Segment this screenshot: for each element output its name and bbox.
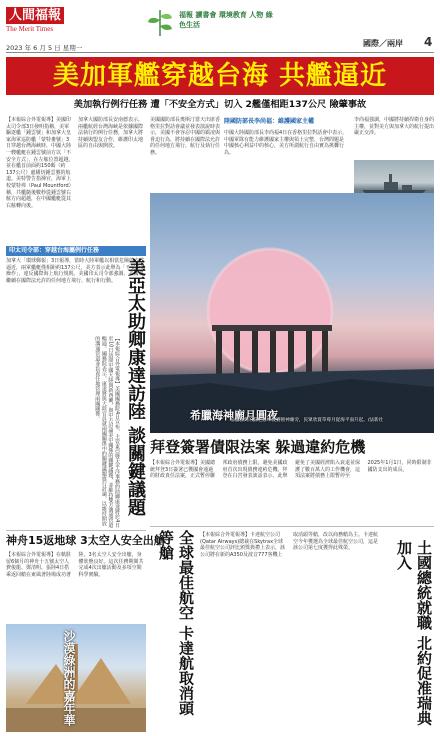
shenzhou-article-body: 【本報綜合外電報導】在軌駐留6個月的神舟十五號太空人費俊龍、鄧清明、張陸4日搭乘返回艙在東風著陸場成功著陸，3名太空人安全出艙，身體狀態良好。這次任務期間共完成4次出艙活動及多項空間科學實驗。 (6, 552, 144, 578)
masthead (0, 0, 440, 56)
top-article-col4: 中國大陸國防部長李尚福4日在香格里拉對話會中表示，中國軍隊有能力維護國家主權與領土完整，台灣問題是中國核心利益中的核心，美方所謂航行自由實為挑釁行為。 (224, 130, 348, 156)
sand-photo-caption: 沙漠綠洲的嘉年華 (62, 630, 76, 726)
headline-band (6, 57, 434, 95)
section-divider-middle (150, 526, 434, 527)
top-article-col3: 美國國防部長奧斯汀當天出席香格里拉對話會議並發表演說時表示，美國不會容忍中國的霸凌與脅迫行為，將持續在國際法允許的任何地方飛行、航行及執行任務。 (150, 117, 221, 156)
biden-article-headline: 拜登簽署債限法案 躲過違約危機 (150, 438, 366, 456)
full-moon-and-temple-icon (150, 193, 434, 433)
sand-festival-photo (6, 624, 146, 732)
vertical-feature-body: 【本報綜合外電報導】美國國務院4日宣布，主管東亞暨太平洋事務的助卿康達將於4日至10日訪問中國大陸與新西蘭，與中方討論美中關係的關鍵議題，並維持雙方溝通管道暢通。國務院表示，康達將與大陸官員就兩國關係中的關鍵議題進行討論，以維持開放的溝通管道並負責任地管理兩國關係。 (94, 336, 120, 528)
subhead-defense-minister: 陸國防部長李尚福：維護國家主權 (224, 118, 315, 125)
masthead-banner (145, 4, 290, 42)
section-label: 國際／兩岸 (363, 39, 403, 48)
issue-date: 2023 年 6 月 5 日 星期一 (6, 44, 83, 52)
vertical-feature-headline: 美亞太助卿康達訪陸 談關鍵議題 (125, 258, 146, 517)
page-subheadline: 美加執行例行任務 遭「不安全方式」切入 2艦僅相距137公尺 險肇事故 (73, 99, 367, 110)
temple-photo-credit: 希臘雅典的蘇尼恩岬波賽頓神廟旁，民眾欣賞草莓月從海平面升起。/法新社 (230, 418, 384, 423)
logo-subtitle: The Merit Times (6, 25, 54, 33)
temple-moon-photo (150, 193, 434, 433)
page-headline: 美加軍艦穿越台海 共艦逼近 (52, 61, 388, 91)
shenzhou-article-headline: 神舟15返地球 3太空人安全出艙 (6, 534, 165, 547)
page-number: 4 (424, 35, 433, 49)
leaf-illustration-icon (145, 6, 175, 40)
top-article-intro: 【本報綜合外電報導】美國印太司令部3日發明指稱，美軍驅逐艦「鍾雲號」和加拿大皇家海軍巡防艦「蒙特婁號」3日穿越台灣海峽時，中國大陸一艘艦艇在鍾雲號前方以「不安全方式」，在左舷位置超越，並在艦首前面約150碼（約137公尺）處橫切鍾雲號的航道。美特警告指揮官，海軍上校蒙特弗（Paul Mountford）稱，共艦隨後數秒從鍾雲號右舷方向超越，在中國艦艇從其右舷轉向後。 (6, 117, 74, 209)
airline-article-body: 【本報綜合外電報導】卡達航空公司(Qatar Airways)總裁在Skytrax全球最佳航空公司評比頒獎典禮上表示，該公司將在新的A350及波音777客機上取消頭等艙，改以商務艙為主。卡達航空今年獲選為全球最佳航空公司，這是該公司第七度獲得此殊榮。 (200, 532, 379, 558)
temple-photo-caption: 希臘海神廟月圓夜 (190, 409, 278, 422)
top-article-col2: 加拿大國防部長安南德表示，兩艦航經台灣海峽是依據國際法執行的例行任務，加拿大將持續與盟友合作，維護印太地區的自由與開放。 (78, 117, 144, 150)
masthead-banner-text: 福報 讀書會 環境教育 人物 綠色生活 (179, 11, 273, 29)
subhead-indo-pacific: 印太司令部：穿越台海屬例行任務 (6, 246, 146, 256)
logo-text: 人間福報 (6, 7, 64, 24)
top-article-col5: 李尚福強調，中國將持續捍衛自身的主權，並對美方與加拿大的航行提出嚴正交涉。 (354, 117, 435, 137)
top-article-col1: 加拿大「環球郵報」3日報導，當時大陸軍艦以相當危險的方式逼近，兩軍艦艇僅相距約137公尺，美方表示此舉為「不安全的操作」，違反國際海上航行規則。美國印太司令部強調，美國將繼續在國際法允許的任何地方飛行、航行和行動。 (6, 258, 146, 284)
sand-sculpture-icon (6, 624, 146, 732)
section-divider-left (6, 530, 146, 531)
logo (6, 4, 76, 40)
turkey-article-headline: 土國總統就職 北約促准瑞典加入 (395, 540, 433, 726)
masthead-divider (6, 52, 434, 53)
biden-article-body: 【本報綜合外電報導】美國總統拜登3日簽署已獲國會通過的財政責任法案，正式暫停聯邦政府債務上限，避免美國政府首次出現債務違約危機。拜登在白宮發表談話表示，此舉避免了美國經濟陷入衰退並保護了數百萬人的工作機會，這項法案將債務上限暫停至2025年1月1日，同時限制非國防支出的成長。 (150, 460, 432, 480)
airline-article-headline: 全球最佳航空 卡達航取消頭等艙 (157, 530, 195, 716)
